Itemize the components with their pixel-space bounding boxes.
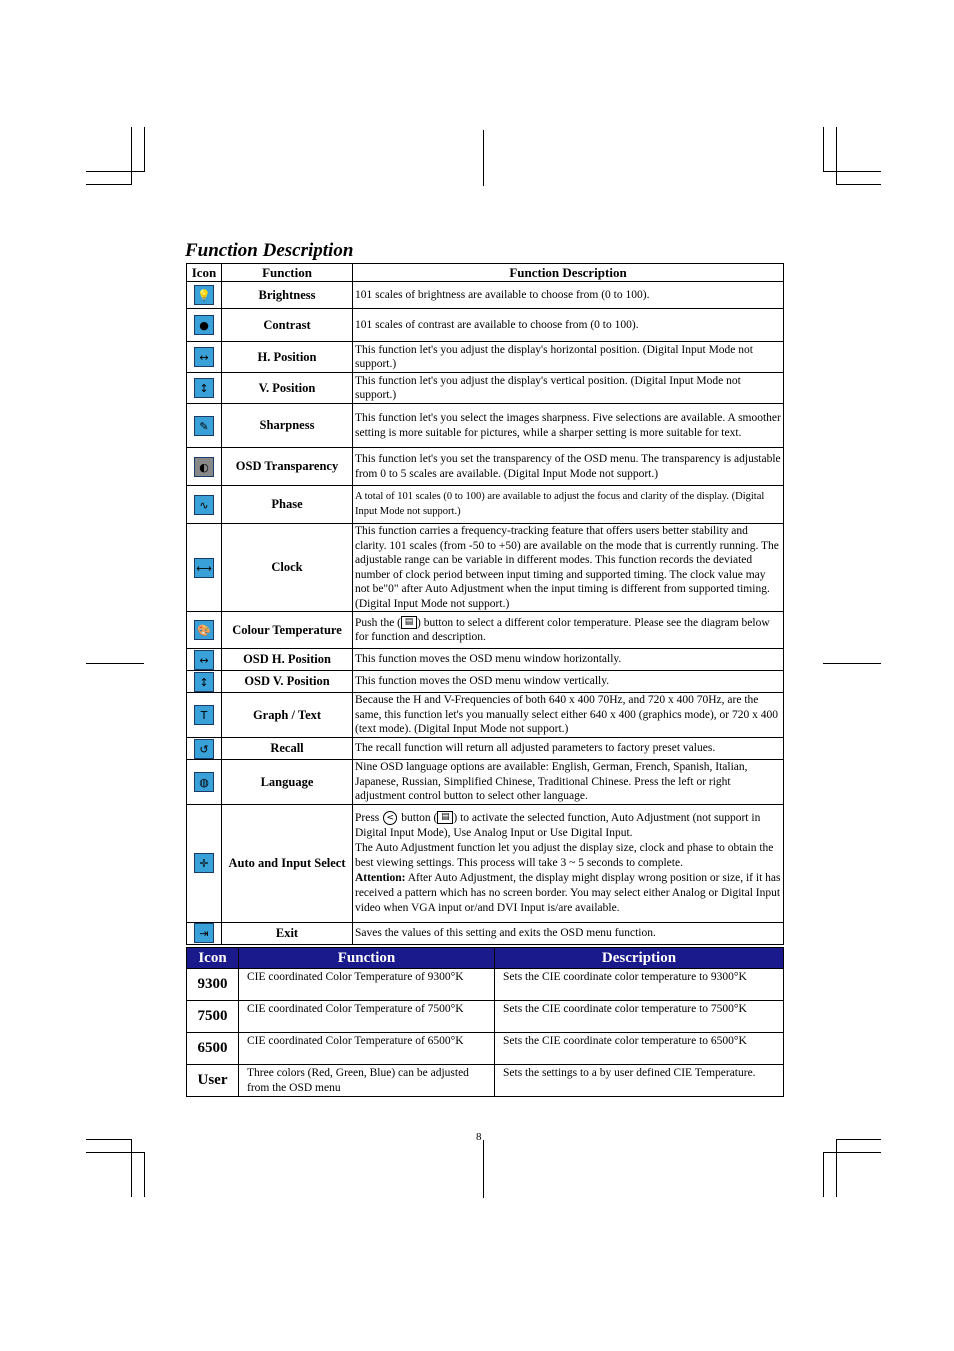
function-name: Brightness [222, 282, 353, 309]
function-description: This function let's you adjust the display's horizontal position. (Digital Input Mode not support.) [353, 342, 784, 373]
crop-mark [836, 184, 881, 185]
crop-mark [836, 127, 837, 185]
table-row [187, 969, 784, 1001]
temperature-function: Three colors (Red, Green, Blue) can be adjusted from the OSD menu [239, 1065, 495, 1097]
header-function: Function [239, 948, 495, 969]
menu-button-icon: ▤ [437, 811, 453, 824]
temperature-code: 9300 [187, 969, 239, 1001]
crop-mark [86, 663, 144, 664]
function-description [353, 804, 784, 922]
table-row [187, 342, 784, 373]
crop-mark [131, 1139, 132, 1197]
attention-label: Attention: [355, 871, 406, 884]
function-name: Exit [222, 922, 353, 944]
function-name: OSD V. Position [222, 671, 353, 693]
description-text: ) button to select a different color temperature. Please see the diagram below for function and description. [355, 616, 770, 643]
graph-text-icon: T [194, 705, 214, 725]
crop-mark [86, 1139, 131, 1140]
function-name: Colour Temperature [222, 612, 353, 649]
table-row [187, 282, 784, 309]
table-row [187, 612, 784, 649]
function-description: This function carries a frequency-tracking feature that offers users better stability and clarity. 101 scales (from -50 to +50) are available on the mode that is currently running. The adjustable range can be variable in different modes. This function records the deviated number of clock period between input timing and supported timing. The clock value may not be"0" after Auto Adjustment when the input timing is different from supported timing. (Digital Input Mode not support.) [353, 524, 784, 612]
function-name: OSD H. Position [222, 649, 353, 671]
header-description: Function Description [353, 264, 784, 282]
temperature-description: Sets the CIE coordinate color temperature to 6500°K [495, 1033, 784, 1065]
function-table [186, 263, 784, 945]
contrast-circle-icon: ● [194, 315, 214, 335]
function-description: Saves the values of this setting and exits the OSD menu function. [353, 922, 784, 944]
crop-mark [483, 130, 484, 186]
function-name: Clock [222, 524, 353, 612]
auto-adjust-icon: ✛ [194, 853, 214, 873]
crop-mark [144, 127, 145, 172]
osd-h-position-icon: ↔ [194, 650, 214, 670]
table-row [187, 1065, 784, 1097]
table-row [187, 309, 784, 342]
table-row [187, 524, 784, 612]
color-temperature-table [186, 947, 784, 1097]
function-description: Because the H and V-Frequencies of both 640 x 400 70Hz, and 720 x 400 70Hz, are the same, this function let's you manually select either 640 x 400 (graphics mode), or 720 x 400 (text mode). (Digital Input Mode not support.) [353, 693, 784, 738]
temperature-description: Sets the settings to a by user defined CIE Temperature. [495, 1065, 784, 1097]
temperature-function: CIE coordinated Color Temperature of 9300°K [239, 969, 495, 1001]
function-name: V. Position [222, 373, 353, 404]
sharpness-pencil-icon: ✎ [194, 416, 214, 436]
function-description: This function moves the OSD menu window vertically. [353, 671, 784, 693]
globe-icon: ◍ [194, 772, 214, 792]
h-position-icon: ↔ [194, 347, 214, 367]
description-text: The Auto Adjustment function let you adjust the display size, clock and phase to obtain the best viewing settings. This process will take 3 ~ 5 seconds to complete. [355, 841, 774, 869]
function-description: A total of 101 scales (0 to 100) are available to adjust the focus and clarity of the display. (Digital Input Mode not support.) [353, 486, 784, 524]
osd-v-position-icon: ↕ [194, 672, 214, 692]
menu-button-icon: ▤ [401, 616, 417, 629]
crop-mark [86, 171, 144, 172]
header-icon: Icon [187, 948, 239, 969]
recall-icon: ↺ [194, 739, 214, 759]
temperature-function: CIE coordinated Color Temperature of 6500°K [239, 1033, 495, 1065]
crop-mark [86, 184, 131, 185]
crop-mark [823, 663, 881, 664]
page-number: 8 [476, 1131, 482, 1143]
temperature-description: Sets the CIE coordinate color temperature to 9300°K [495, 969, 784, 1001]
table-row [187, 922, 784, 944]
crop-mark [131, 127, 132, 185]
v-position-icon: ↕ [194, 378, 214, 398]
function-name: H. Position [222, 342, 353, 373]
description-paragraph [355, 811, 781, 841]
table-row [187, 649, 784, 671]
header-icon: Icon [187, 264, 222, 282]
description-text: After Auto Adjustment, the display might display wrong position or size, if it has received a pattern which has no screen border. You may select either Analog or Digital Input video when VGA input or/and DVI Input is/are available. [355, 871, 781, 914]
table-row [187, 738, 784, 760]
crop-mark [86, 1152, 144, 1153]
function-name: OSD Transparency [222, 448, 353, 486]
table-header-row [187, 264, 784, 282]
table-header-row [187, 948, 784, 969]
table-row [187, 1001, 784, 1033]
temperature-code: User [187, 1065, 239, 1097]
crop-mark [823, 127, 824, 172]
function-name: Contrast [222, 309, 353, 342]
table-row [187, 373, 784, 404]
temperature-description: Sets the CIE coordinate color temperature to 7500°K [495, 1001, 784, 1033]
function-description: This function let's you adjust the display's vertical position. (Digital Input Mode not support.) [353, 373, 784, 404]
osd-transparency-icon: ◐ [194, 457, 214, 477]
palette-icon: 🎨 [194, 620, 214, 640]
crop-mark [823, 171, 881, 172]
left-arrow-button-icon: < [383, 811, 397, 825]
temperature-code: 6500 [187, 1033, 239, 1065]
header-description: Description [495, 948, 784, 969]
description-text: Push the ( [355, 616, 401, 629]
clock-arrows-icon: ⟷ [194, 558, 214, 578]
table-row [187, 1033, 784, 1065]
lightbulb-icon: 💡 [194, 285, 214, 305]
table-row [187, 693, 784, 738]
description-text: button ( [401, 811, 438, 824]
exit-door-icon: ⇥ [194, 923, 214, 943]
page-title: Function Description [185, 240, 354, 261]
function-description: 101 scales of brightness are available to choose from (0 to 100). [353, 282, 784, 309]
crop-mark [823, 1152, 881, 1153]
function-description: This function let's you select the images sharpness. Five selections are available. A smoother setting is more suitable for pictures, while a sharper setting is more suitable for text. [353, 404, 784, 448]
table-row [187, 486, 784, 524]
function-description: 101 scales of contrast are available to choose from (0 to 100). [353, 309, 784, 342]
phase-wave-icon: ∿ [194, 495, 214, 515]
function-name: Phase [222, 486, 353, 524]
table-row [187, 404, 784, 448]
function-name: Sharpness [222, 404, 353, 448]
function-name: Language [222, 760, 353, 805]
crop-mark [144, 1152, 145, 1197]
function-name: Recall [222, 738, 353, 760]
description-text: Press [355, 811, 380, 824]
function-description: This function moves the OSD menu window horizontally. [353, 649, 784, 671]
crop-mark [823, 1152, 824, 1197]
table-row [187, 760, 784, 805]
table-row [187, 448, 784, 486]
function-name: Auto and Input Select [222, 804, 353, 922]
crop-mark [483, 1140, 484, 1198]
function-name: Graph / Text [222, 693, 353, 738]
description-paragraph [355, 871, 781, 916]
header-function: Function [222, 264, 353, 282]
table-row [187, 804, 784, 922]
description-text: ) to activate the selected function, Auto Adjustment (not support in Digital Input Mode), Use Analog Input or Use Digital Input. [355, 811, 761, 839]
function-description [353, 612, 784, 649]
crop-mark [836, 1139, 837, 1197]
crop-mark [836, 1139, 881, 1140]
temperature-code: 7500 [187, 1001, 239, 1033]
function-description: This function let's you set the transparency of the OSD menu. The transparency is adjustable from 0 to 5 scales are available. (Digital Input Mode not support.) [353, 448, 784, 486]
table-row [187, 671, 784, 693]
function-description: The recall function will return all adjusted parameters to factory preset values. [353, 738, 784, 760]
function-description: Nine OSD language options are available: English, German, French, Spanish, Italian, Japanese, Russian, Simplified Chinese, Traditional Chinese. Press the left or right adjustment control button to select other language. [353, 760, 784, 805]
temperature-function: CIE coordinated Color Temperature of 7500°K [239, 1001, 495, 1033]
